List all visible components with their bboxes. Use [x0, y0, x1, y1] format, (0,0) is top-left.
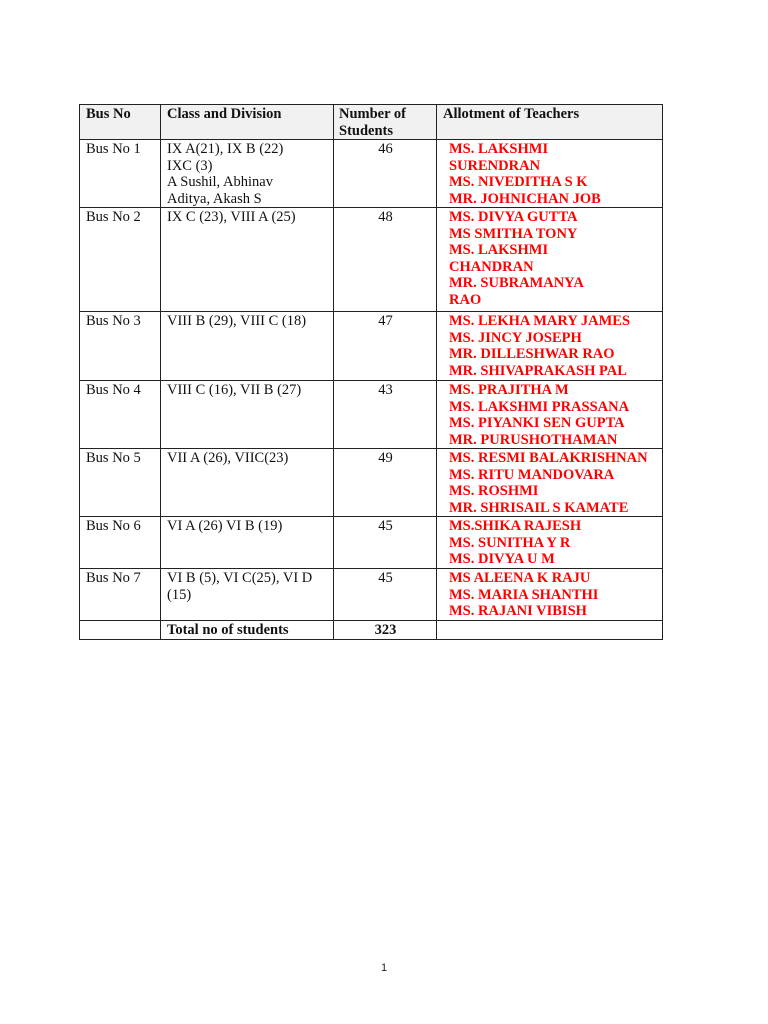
class-line: IX C (23), VIII A (25): [167, 209, 296, 225]
bus-number-cell: Bus No 7: [80, 569, 161, 621]
bus-number-cell: Bus No 3: [80, 312, 161, 381]
teachers-cell: [437, 449, 663, 517]
table-header-row: [80, 105, 663, 140]
teachers-cell: [437, 381, 663, 449]
class-line: A Sushil, Abhinav: [167, 174, 273, 190]
teacher-name: MS. DIVYA U M: [449, 551, 555, 567]
teacher-name: MR. SHIVAPRAKASH PAL: [449, 362, 627, 379]
bus-allotment-table: [79, 104, 663, 640]
teacher-name: MS. LEKHA MARY JAMES: [449, 313, 631, 329]
class-line: VI B (5), VI C(25), VI D: [167, 570, 313, 586]
table-row: [80, 381, 663, 449]
class-division-cell: [161, 517, 334, 569]
student-count-cell: 47: [334, 312, 437, 381]
teacher-name: MR. JOHNICHAN JOB: [449, 190, 601, 207]
class-division-cell: [161, 381, 334, 449]
header-number-of-students: Number of Students: [334, 105, 437, 140]
teachers-cell: [437, 569, 663, 621]
teacher-name: SURENDRAN: [449, 157, 541, 174]
student-count-cell: 46: [334, 140, 437, 208]
class-division-cell: [161, 569, 334, 621]
total-empty-cell: [80, 621, 161, 640]
student-count-cell: 45: [334, 569, 437, 621]
teacher-name: MS. PIYANKI SEN GUPTA: [449, 415, 625, 431]
table-body: [80, 140, 663, 621]
teacher-name: MR. PURUSHOTHAMAN: [449, 431, 618, 448]
class-division-cell: [161, 208, 334, 312]
teacher-name: MS. SUNITHA Y R: [449, 534, 571, 551]
class-line: VI A (26) VI B (19): [167, 518, 283, 534]
teacher-name: MS. NIVEDITHA S K: [449, 174, 588, 190]
class-division-cell: [161, 140, 334, 208]
teacher-name: MS. RESMI BALAKRISHNAN: [449, 450, 648, 466]
class-line: VII A (26), VIIC(23): [167, 450, 289, 466]
class-line: IX A(21), IX B (22): [167, 141, 284, 157]
class-line: (15): [167, 586, 192, 603]
student-count-cell: 49: [334, 449, 437, 517]
student-count-cell: 48: [334, 208, 437, 312]
table-row: [80, 449, 663, 517]
teacher-name: MR. SHRISAIL S KAMATE: [449, 499, 629, 516]
class-division-cell: [161, 312, 334, 381]
teacher-name: CHANDRAN: [449, 258, 534, 275]
bus-number-cell: Bus No 1: [80, 140, 161, 208]
header-bus-no: Bus No: [80, 105, 161, 140]
teacher-name: MS. LAKSHMI PRASSANA: [449, 398, 630, 415]
total-empty-cell: [437, 621, 663, 640]
teacher-name: MS. MARIA SHANTHI: [449, 586, 599, 603]
table-row: [80, 517, 663, 569]
bus-number-cell: Bus No 6: [80, 517, 161, 569]
teacher-name: MS. DIVYA GUTTA: [449, 209, 578, 225]
teacher-name: RAO: [449, 291, 482, 308]
header-class-division: Class and Division: [161, 105, 334, 140]
teacher-name: MS. PRAJITHA M: [449, 382, 569, 398]
page-number: 1: [380, 962, 388, 974]
teacher-name: MS ALEENA K RAJU: [449, 570, 591, 586]
teacher-name: MS. RITU MANDOVARA: [449, 466, 615, 483]
class-line: VIII C (16), VII B (27): [167, 382, 302, 398]
bus-number-cell: Bus No 5: [80, 449, 161, 517]
teachers-cell: [437, 140, 663, 208]
teacher-name: MR. SUBRAMANYA: [449, 275, 584, 291]
table-row: [80, 569, 663, 621]
bus-number-cell: Bus No 4: [80, 381, 161, 449]
total-label: Total no of students: [161, 621, 334, 640]
table-row: [80, 208, 663, 312]
table-row: [80, 140, 663, 208]
student-count-cell: 45: [334, 517, 437, 569]
teacher-name: MS.SHIKA RAJESH: [449, 518, 582, 534]
teachers-cell: [437, 517, 663, 569]
teacher-name: MS. LAKSHMI: [449, 242, 549, 258]
teachers-cell: [437, 312, 663, 381]
class-line: IXC (3): [167, 157, 213, 174]
bus-number-cell: Bus No 2: [80, 208, 161, 312]
teacher-name: MR. DILLESHWAR RAO: [449, 346, 615, 362]
total-row: [80, 621, 663, 640]
class-line: VIII B (29), VIII C (18): [167, 313, 307, 329]
header-allotment-of-teachers: Allotment of Teachers: [437, 105, 663, 140]
teacher-name: MS. ROSHMI: [449, 483, 539, 499]
teacher-name: MS. LAKSHMI: [449, 141, 549, 157]
teacher-name: MS SMITHA TONY: [449, 225, 578, 242]
total-value: 323: [334, 621, 437, 640]
table-row: [80, 312, 663, 381]
class-line: Aditya, Akash S: [167, 190, 262, 207]
teacher-name: MS. JINCY JOSEPH: [449, 329, 582, 346]
student-count-cell: 43: [334, 381, 437, 449]
teachers-cell: [437, 208, 663, 312]
class-division-cell: [161, 449, 334, 517]
teacher-name: MS. RAJANI VIBISH: [449, 603, 587, 619]
